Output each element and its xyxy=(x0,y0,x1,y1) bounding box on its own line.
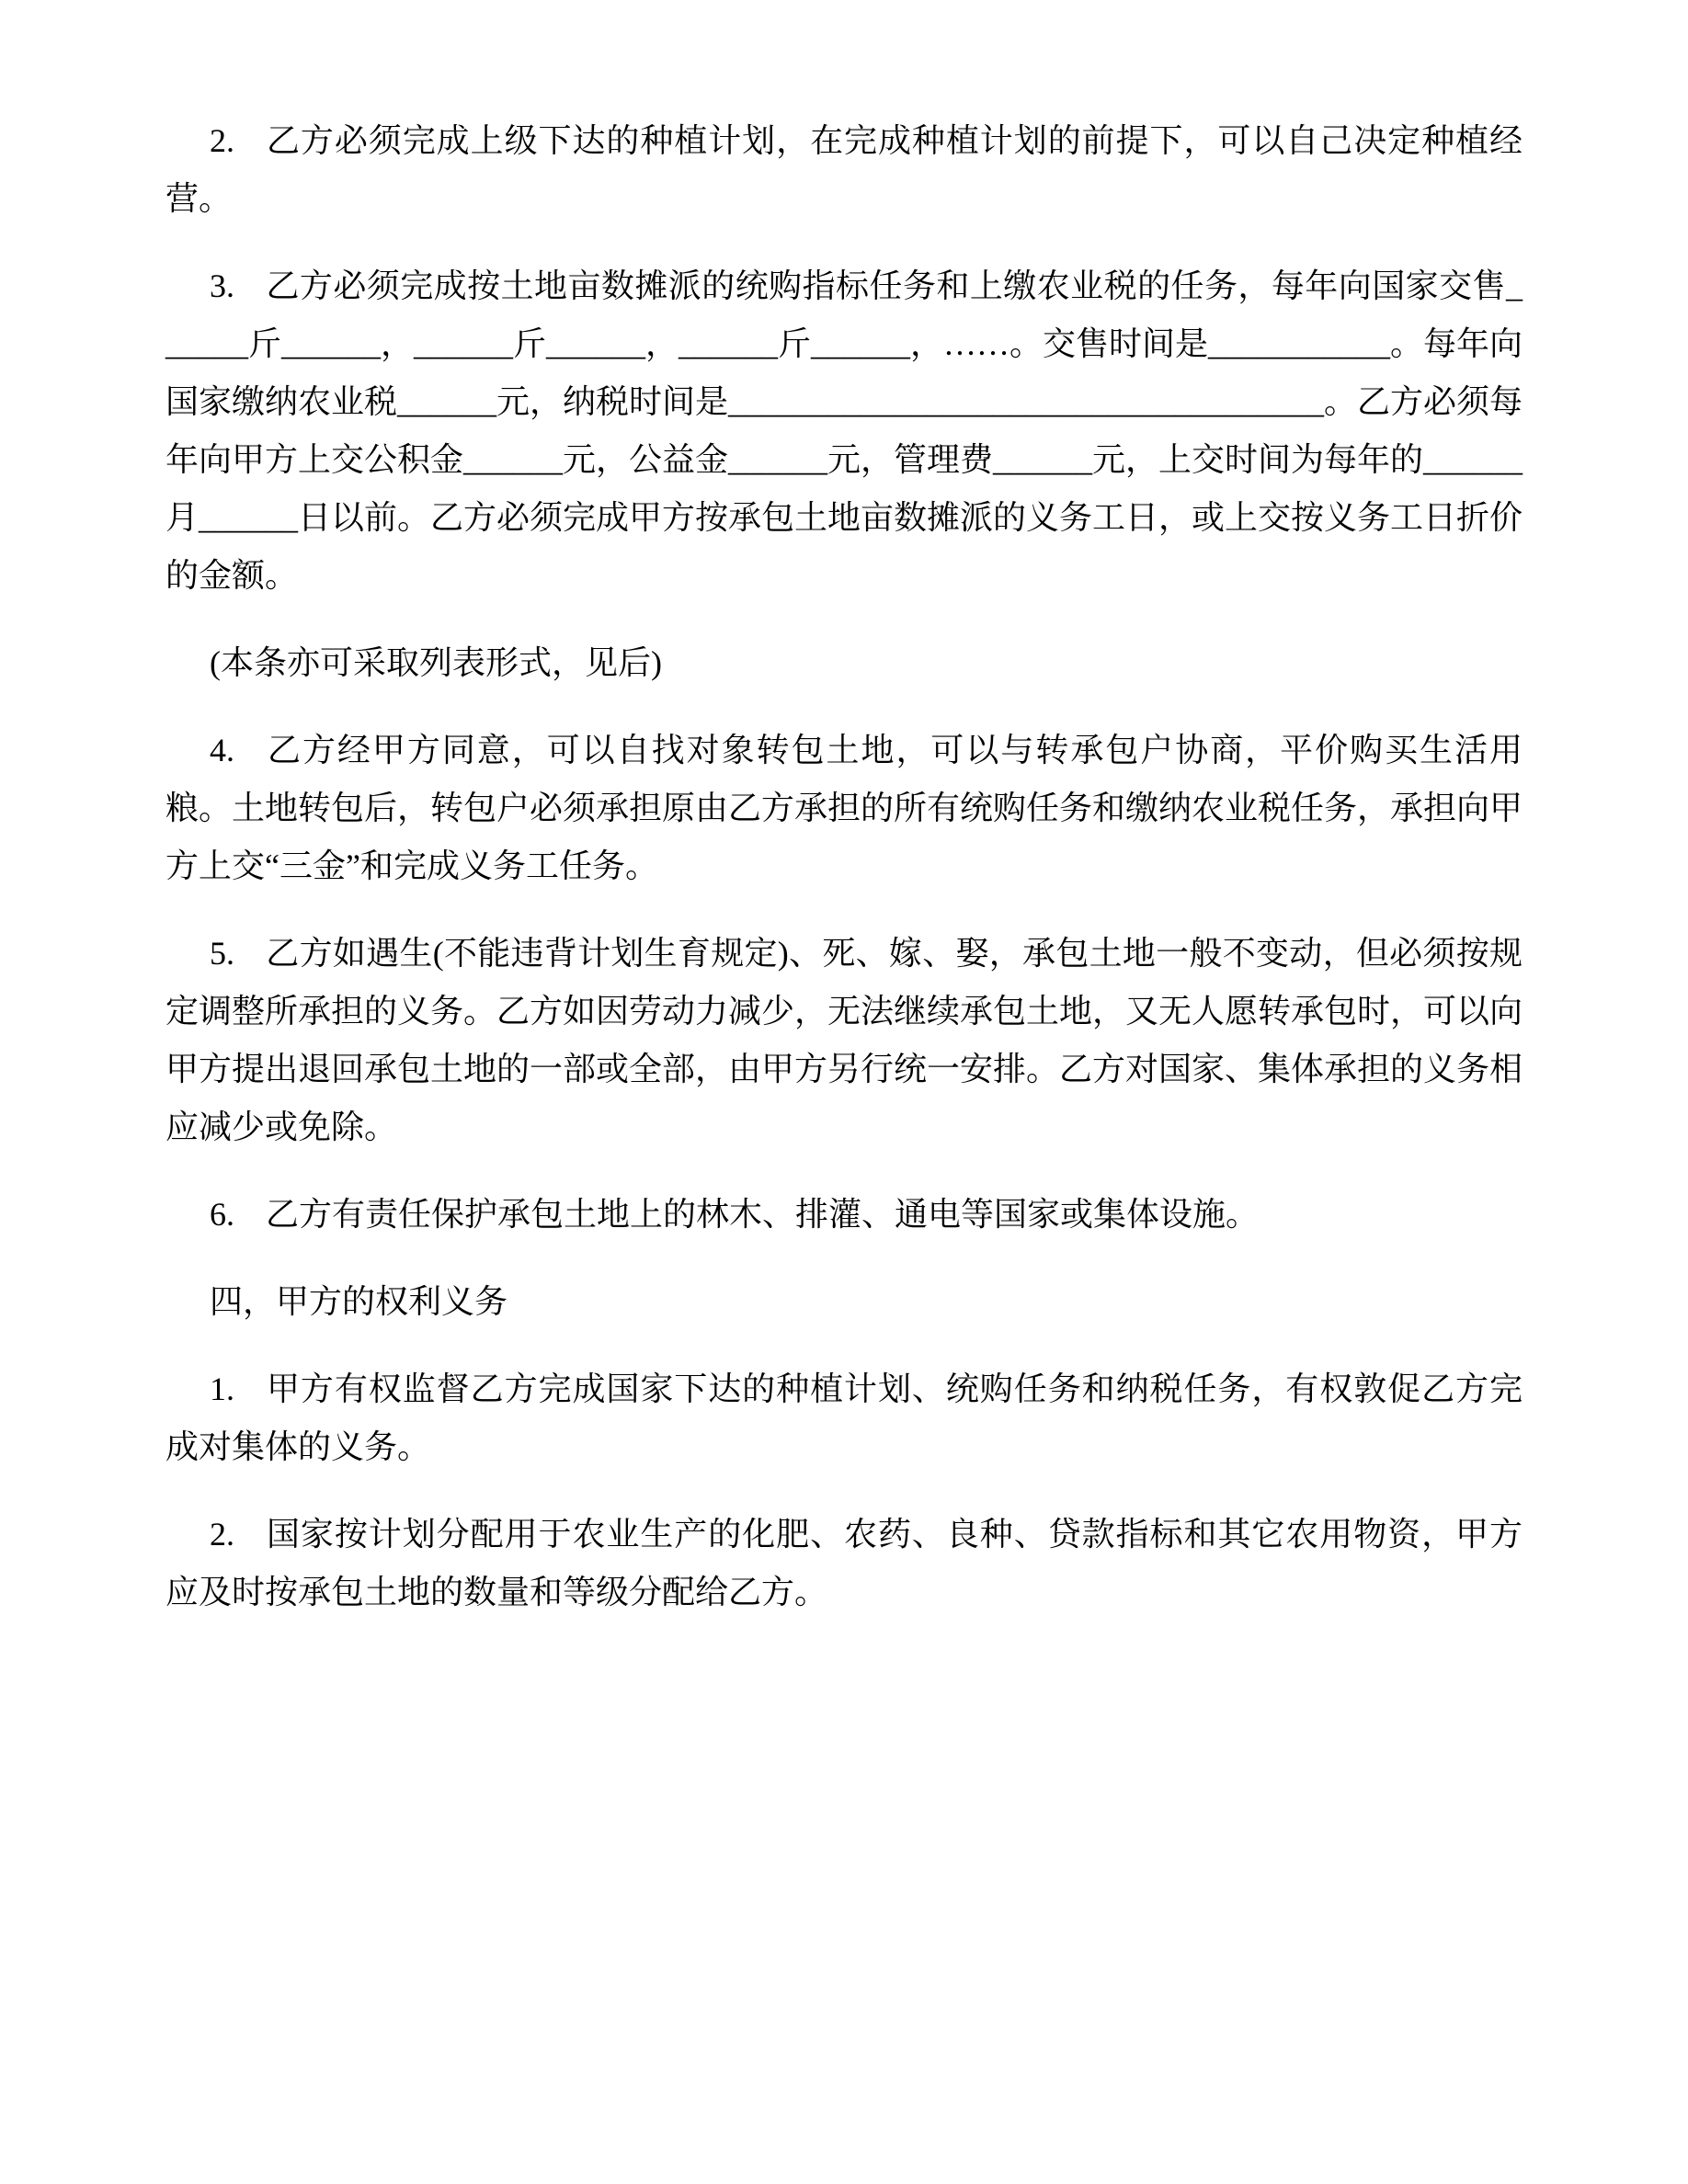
paragraph-number: 4. xyxy=(210,732,234,768)
paragraph-text: 乙方必须完成上级下达的种植计划，在完成种植计划的前提下，可以自己决定种植经营。 xyxy=(165,122,1523,217)
paragraph-text: 乙方如遇生(不能违背计划生育规定)、死、嫁、娶，承包土地一般不变动，但必须按规定调整所承担的义务。乙方如因劳动力减少，无法继续承包土地，又无人愿转承包时，可以向甲方提出退回承包土地的一部或全部，由甲方另行统一安排。乙方对国家、集体承担的义务相应减少或免除。 xyxy=(165,935,1523,1145)
paragraph-number: 5. xyxy=(210,935,234,972)
paragraph-text: (本条亦可采取列表形式，见后) xyxy=(210,644,662,681)
paragraph-text: 乙方必须完成按土地亩数摊派的统购指标任务和上缴农业税的任务，每年向国家交售______斤______，______斤______，______斤______，……。交售时间是___________。每年向国家缴纳农业税______元，纳税时间是____________________________________。乙方必须每年向甲方上交公积金______元，公益金______元，管理费______元，上交时间为每年的______月______日以前。乙方必须完成甲方按承包土地亩数摊派的义务工日，或上交按义务工日折价的金额。 xyxy=(165,267,1523,594)
paragraph-text: 四，甲方的权利义务 xyxy=(210,1283,508,1320)
paragraph-number: 2. xyxy=(210,122,234,159)
section-heading-4 xyxy=(165,1273,1523,1331)
paragraph-text: 甲方有权监督乙方完成国家下达的种植计划、统购任务和纳税任务，有权敦促乙方完成对集体的义务。 xyxy=(165,1371,1523,1465)
paragraph-number: 6. xyxy=(210,1196,234,1233)
paragraph-clause-4-2 xyxy=(165,1506,1523,1621)
paragraph-text: 乙方有责任保护承包土地上的林木、排灌、通电等国家或集体设施。 xyxy=(266,1196,1260,1233)
paragraph-note xyxy=(165,634,1523,692)
paragraph-clause-4 xyxy=(165,722,1523,895)
paragraph-clause-5 xyxy=(165,925,1523,1156)
paragraph-clause-4-1 xyxy=(165,1360,1523,1476)
paragraph-clause-2 xyxy=(165,112,1523,228)
paragraph-clause-6 xyxy=(165,1186,1523,1244)
paragraph-clause-3 xyxy=(165,257,1523,605)
paragraph-number: 3. xyxy=(210,267,234,304)
paragraph-text: 国家按计划分配用于农业生产的化肥、农药、良种、贷款指标和其它农用物资，甲方应及时按承包土地的数量和等级分配给乙方。 xyxy=(165,1516,1523,1610)
paragraph-number: 1. xyxy=(210,1371,234,1407)
paragraph-number: 2. xyxy=(210,1516,234,1553)
paragraph-text: 乙方经甲方同意，可以自找对象转包土地，可以与转承包户协商，平价购买生活用粮。土地转包后，转包户必须承担原由乙方承担的所有统购任务和缴纳农业税任务，承担向甲方上交“三金”和完成义务工任务。 xyxy=(165,732,1523,884)
